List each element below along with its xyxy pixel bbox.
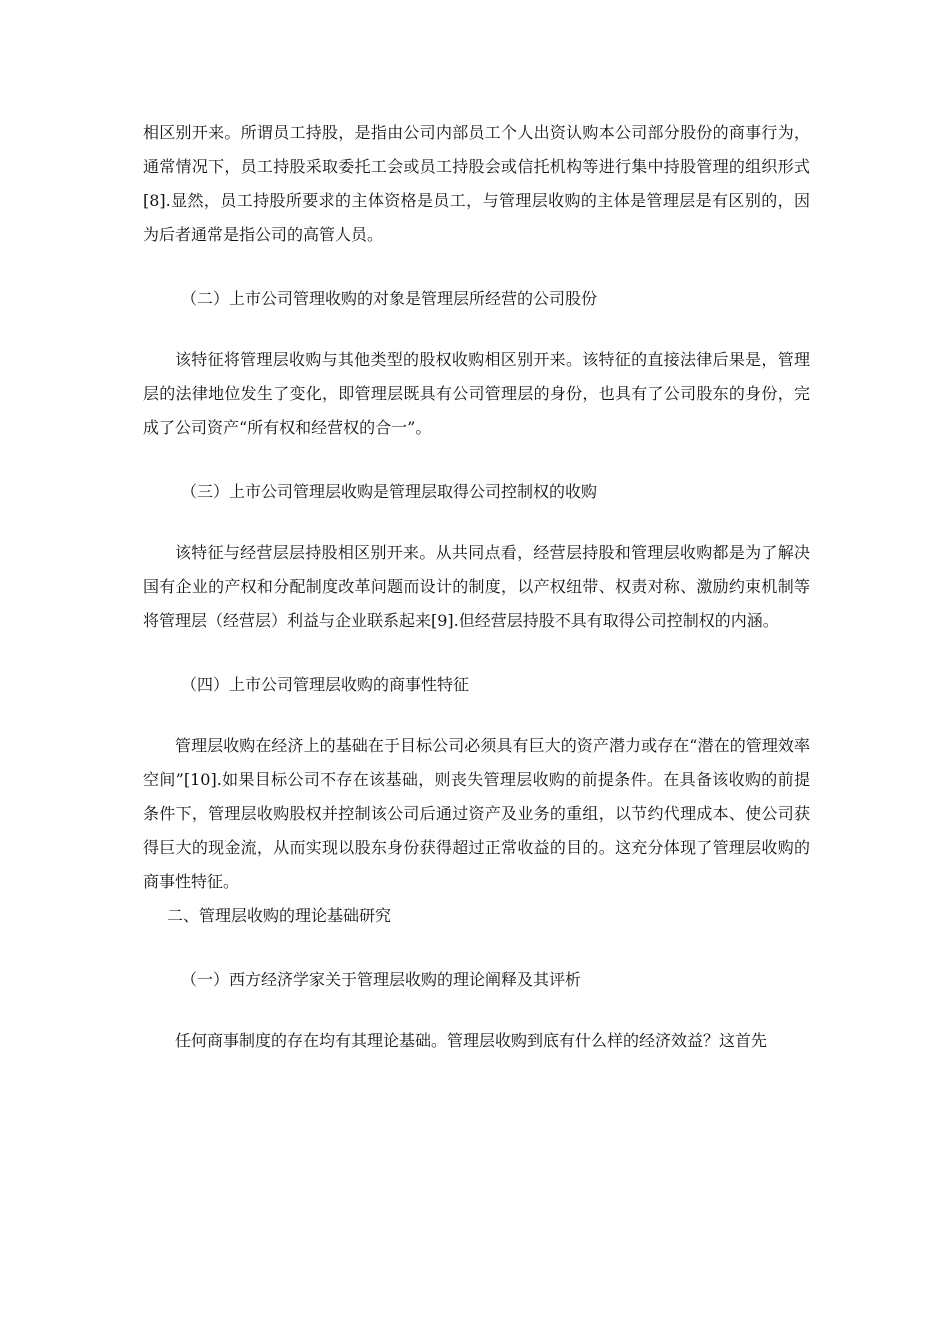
heading-western-theory: （一）西方经济学家关于管理层收购的理论阐释及其评析 (181, 970, 582, 989)
paragraph-employee-shareholding: 相区别开来。所谓员工持股，是指由公司内部员工个人出资认购本公司部分股份的商事行为，通常情况下，员工持股采取委托工会或员工持股会或信托机构等进行集中持股管理的组织形式[8].显然，员工持股所要求的主体资格是员工，与管理层收购的主体是管理层是有区别的，因为后者通常是指公司的高管人员。 (143, 123, 810, 244)
document-page (143, 116, 810, 1058)
paragraph-commercial-feature: 管理层收购在经济上的基础在于目标公司必须具有巨大的资产潜力或存在“潜在的管理效率空间”[10].如果目标公司不存在该基础，则丧失管理层收购的前提条件。在具备该收购的前提条件下，管理层收购股权并控制该公司后通过资产及业务的重组，以节约代理成本、使公司获得巨大的现金流，从而实现以股东身份获得超过正常收益的目的。这充分体现了管理层收购的商事性特征。 (143, 736, 810, 891)
paragraph-control-right: 该特征与经营层层持股相区别开来。从共同点看，经营层持股和管理层收购都是为了解决国有企业的产权和分配制度改革问题而设计的制度，以产权纽带、权责对称、激励约束机制等将管理层（经营层）利益与企业联系起来[9].但经营层持股不具有取得公司控制权的内涵。 (143, 543, 810, 630)
heading-commercial-feature: （四）上市公司管理层收购的商事性特征 (181, 675, 470, 694)
heading-control-right: （三）上市公司管理层收购是管理层取得公司控制权的收购 (181, 482, 598, 501)
section-theoretical-basis: 二、管理层收购的理论基础研究 (167, 906, 392, 925)
heading-acquisition-object: （二）上市公司管理收购的对象是管理层所经营的公司股份 (181, 289, 598, 308)
paragraph-acquisition-object: 该特征将管理层收购与其他类型的股权收购相区别开来。该特征的直接法律后果是，管理层的法律地位发生了变化，即管理层既具有公司管理层的身份，也具有了公司股东的身份，完成了公司资产“所有权和经营权的合一”。 (143, 350, 810, 437)
paragraph-western-theory: 任何商事制度的存在均有其理论基础。管理层收购到底有什么样的经济效益？这首先 (175, 1031, 768, 1050)
